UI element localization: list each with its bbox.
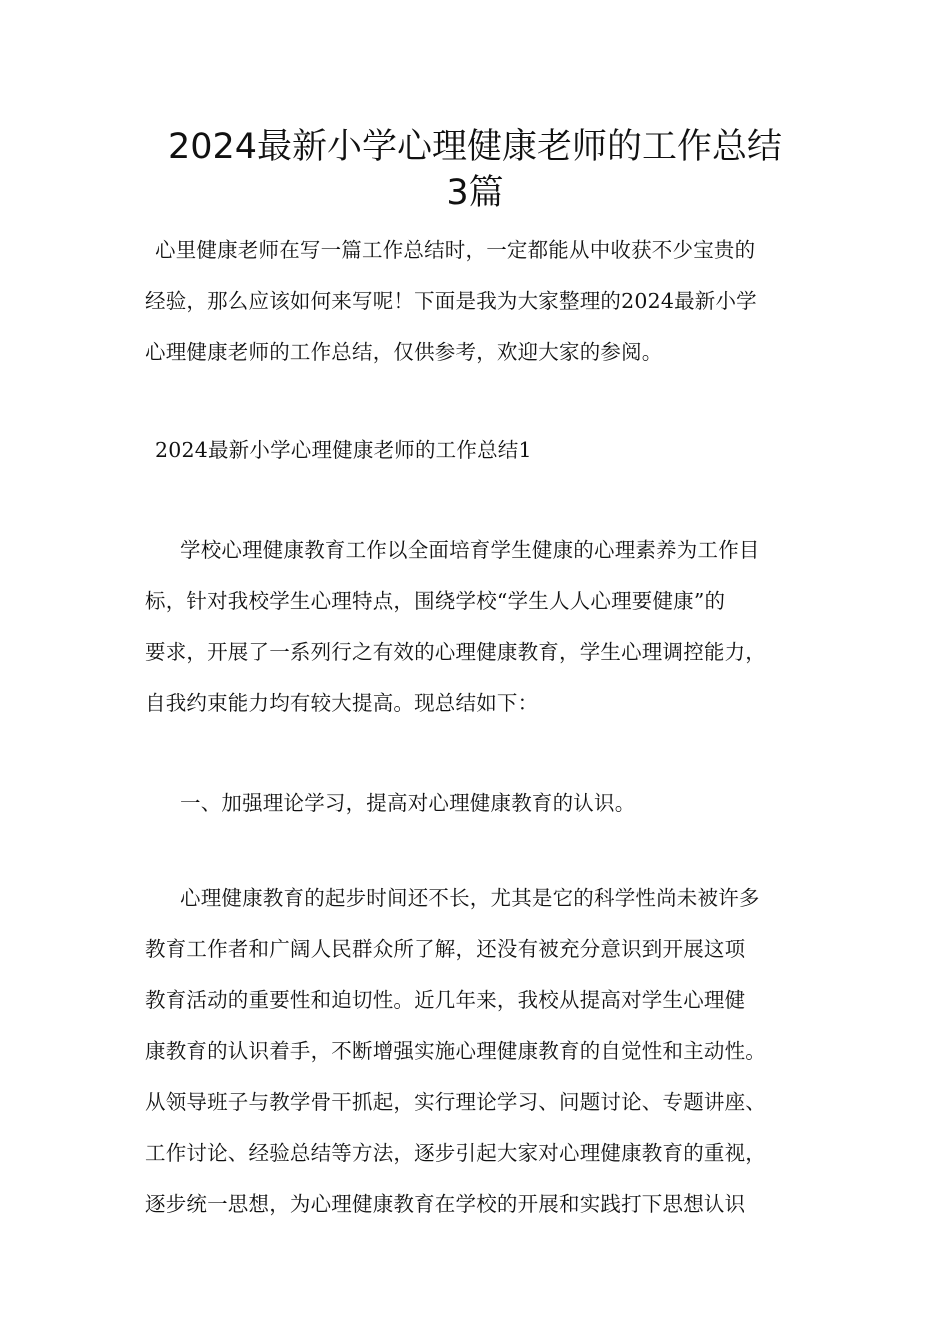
section-heading-text: 2024最新小学心理健康老师的工作总结1 — [155, 438, 532, 462]
section-heading — [145, 425, 825, 476]
title-line-2: 3篇 — [446, 173, 504, 213]
intro-line: 心里健康老师在写一篇工作总结时，一定都能从中收获不少宝贵的 — [155, 238, 756, 262]
intro-paragraph — [145, 225, 825, 378]
paragraph-line: 逐步统一思想，为心理健康教育在学校的开展和实践打下思想认识 — [145, 1192, 746, 1216]
paragraph-line: 标，针对我校学生心理特点，围绕学校“学生人人心理要健康”的 — [145, 589, 726, 613]
intro-line: 心理健康老师的工作总结，仅供参考，欢迎大家的参阅。 — [145, 340, 663, 364]
paragraph-line: 自我约束能力均有较大提高。现总结如下： — [145, 691, 539, 715]
paragraph-line: 教育活动的重要性和迫切性。近几年来，我校从提高对学生心理健 — [145, 988, 746, 1012]
intro-line: 经验，那么应该如何来写呢！下面是我为大家整理的2024最新小学 — [145, 289, 757, 313]
body-paragraph-1 — [145, 525, 825, 729]
paragraph-line: 康教育的认识着手，不断增强实施心理健康教育的自觉性和主动性。 — [145, 1039, 766, 1063]
body-paragraph-2 — [145, 873, 825, 1230]
paragraph-line: 教育工作者和广阔人民群众所了解，还没有被充分意识到开展这项 — [145, 937, 746, 961]
paragraph-line: 心理健康教育的起步时间还不长，尤其是它的科学性尚未被许多 — [180, 886, 760, 910]
paragraph-line: 学校心理健康教育工作以全面培育学生健康的心理素养为工作目 — [180, 538, 760, 562]
subheading-text: 一、加强理论学习，提高对心理健康教育的认识。 — [180, 791, 636, 815]
subheading — [145, 778, 825, 829]
paragraph-line: 从领导班子与教学骨干抓起，实行理论学习、问题讨论、专题讲座、 — [145, 1090, 766, 1114]
paragraph-line: 要求，开展了一系列行之有效的心理健康教育，学生心理调控能力， — [145, 640, 766, 664]
paragraph-line: 工作讨论、经验总结等方法，逐步引起大家对心理健康教育的重视， — [145, 1141, 766, 1165]
title-line-1: 2024最新小学心理健康老师的工作总结 — [167, 127, 783, 167]
document-title — [120, 124, 830, 216]
